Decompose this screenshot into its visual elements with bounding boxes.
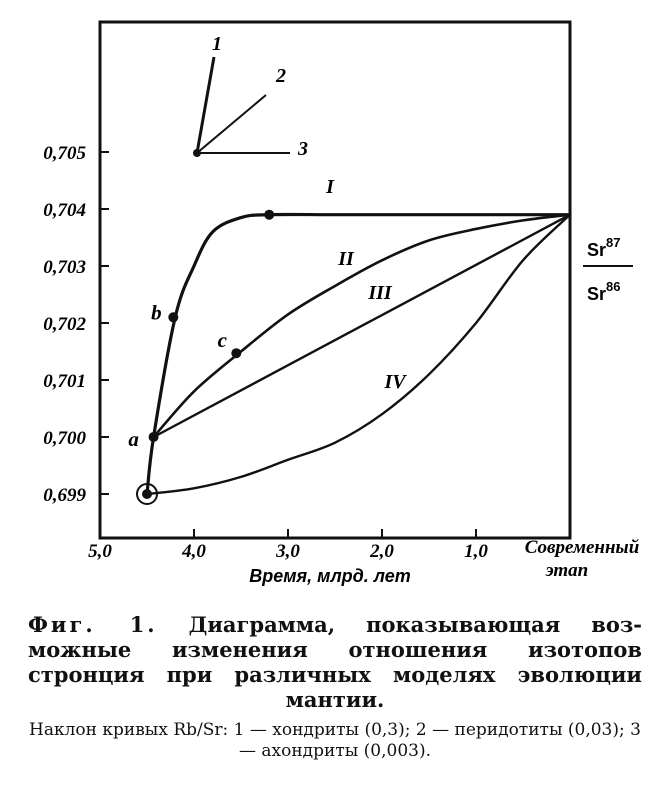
series-iii-label: III [368,282,392,304]
plot-frame [100,22,570,538]
y-tick-label: 0,702 [43,314,86,335]
ratio-numerator: Sr$^{87}$ [587,235,621,260]
figure-caption [28,612,642,762]
series-i-line [147,214,570,494]
point-a [149,432,159,442]
ratio-denominator: Sr$^{86}$ [587,279,621,304]
x-tick-label: 1,0 [464,541,488,562]
slope-legend [193,33,308,160]
x-tick-label: 2,0 [370,541,394,562]
slope-origin-point [193,149,201,157]
caption-fig-number: Фиг. 1. [28,612,158,637]
series-iv-line [147,215,570,494]
slope-line-2 [197,95,266,153]
x-end-label-line2: этап [545,560,589,581]
series-i-label: I [326,176,334,198]
x-axis-title: Время, млрд. лет [249,566,411,586]
x-end-label-line1: Современный [524,537,640,558]
y-tick-label: 0,704 [43,200,86,221]
caption-main [28,612,642,712]
point-b-label: b [151,300,162,325]
series-iv-label: IV [384,371,406,393]
slope-line-1 [197,57,214,153]
origin-point [142,489,152,499]
y-tick-label: 0,703 [43,257,86,278]
point-c [231,348,241,358]
point-a-label: a [128,427,139,451]
x-axis [88,529,488,562]
x-tick-label: 3,0 [276,541,300,562]
slope-label-2: 2 [276,65,286,87]
x-tick-label: 4,0 [182,541,206,562]
slope-label-1: 1 [212,33,222,55]
curves [147,176,570,494]
y-tick-label: 0,705 [43,143,86,164]
caption-note: Наклон кривых Rb/Sr: 1 — хондриты (0,3); 2 — перидотиты (0,03); 3 — ахондриты (0,003). [29,720,641,761]
y-tick-label: 0,700 [43,428,86,449]
point-curve-i-knee [264,210,274,220]
y-axis-ratio-label [583,235,633,304]
slope-label-3: 3 [298,138,308,160]
caption-text: Диаграмма, показывающая воз-можные изменения отношения изотопов стронция при различных моделях эволюции мантии. [28,612,643,712]
y-tick-label: 0,699 [43,485,86,506]
point-c-label: c [217,328,227,353]
y-tick-label: 0,701 [43,371,86,392]
point-b [168,312,178,322]
series-iii-line [154,215,570,437]
x-tick-label: 5,0 [88,541,112,562]
series-ii-label: II [338,248,354,270]
